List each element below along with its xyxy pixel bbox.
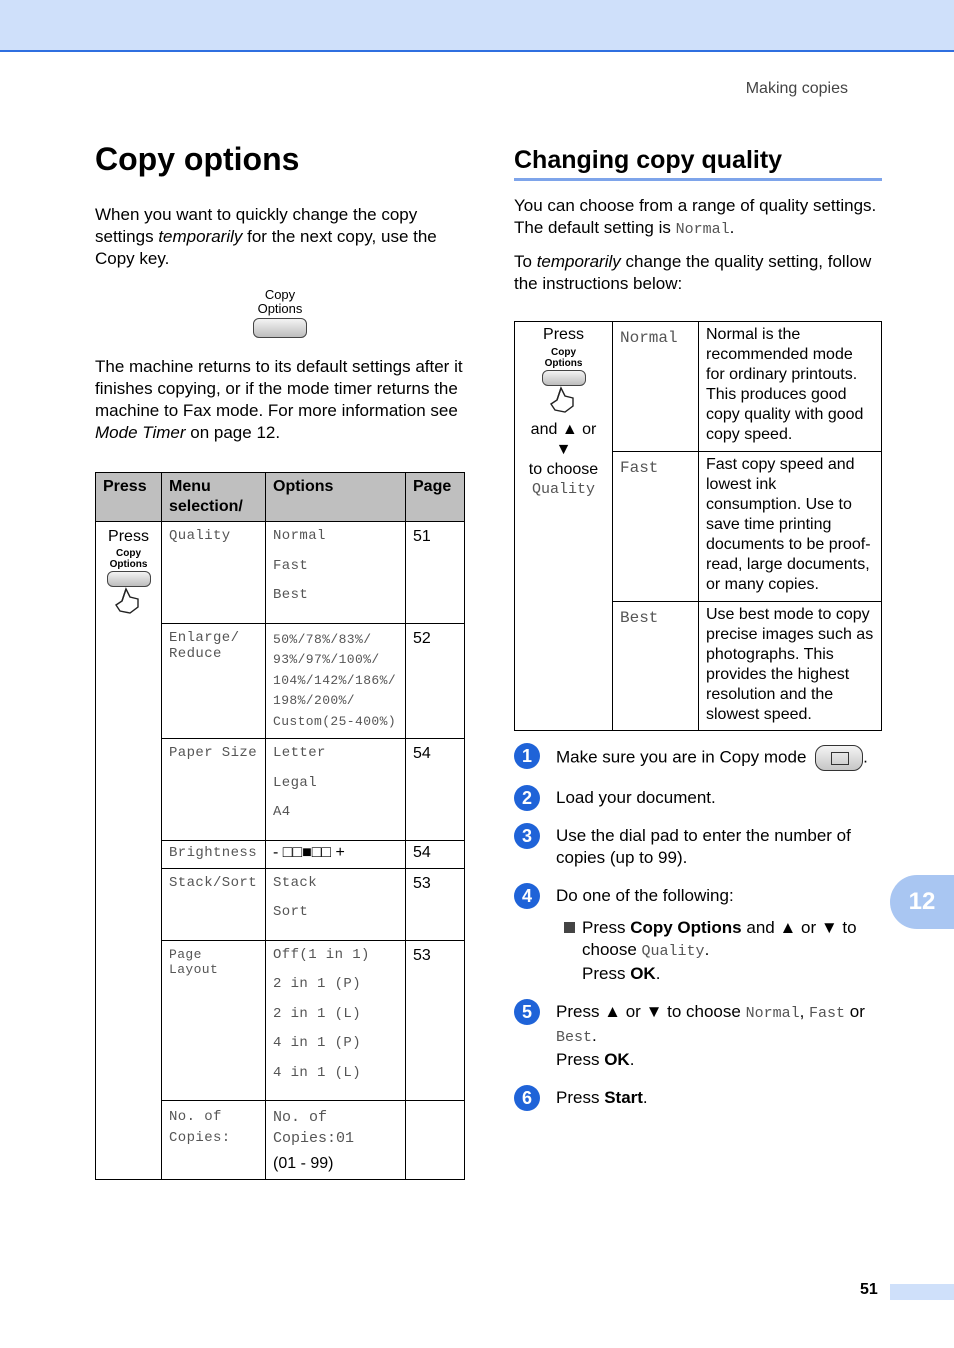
copy-options-press-icon: Copy Options bbox=[103, 548, 154, 617]
step-2: 2 Load your document. bbox=[514, 787, 882, 809]
menu-quality: Quality bbox=[162, 522, 266, 624]
page-no-of-copies bbox=[406, 1101, 465, 1180]
top-band bbox=[0, 0, 954, 52]
table-row bbox=[515, 322, 882, 452]
col-header-press: Press bbox=[96, 473, 162, 522]
options-no-of-copies: No. of Copies:01 (01 - 99) bbox=[266, 1101, 406, 1180]
quality-intro-paragraph: You can choose from a range of quality settings. The default setting is Normal. bbox=[514, 196, 877, 238]
options-enlarge-reduce: 50%/78%/83%/ 93%/97%/100%/ 104%/142%/186%/ 198%/200%/ Custom(25-400%) bbox=[266, 623, 406, 739]
quality-desc-fast: Fast copy speed and lowest ink consumption. Use to save time printing documents to be proof-read, large documents, or many copies. bbox=[699, 452, 882, 602]
page-quality: 51 bbox=[406, 522, 465, 624]
quality-mode-best: Best bbox=[613, 602, 699, 731]
page-paper-size: 54 bbox=[406, 739, 465, 841]
menu-paper-size: Paper Size bbox=[162, 739, 266, 841]
default-settings-paragraph: The machine returns to its default settings after it finishes copying, or if the mode timer returns the machine to Fax mode. For more information see Mode Timer on page 12. bbox=[95, 357, 463, 443]
page-brightness: 54 bbox=[406, 840, 465, 868]
quality-table bbox=[514, 321, 882, 731]
step-3: 3 Use the dial pad to enter the number of copies (up to 99). bbox=[514, 825, 882, 869]
col-header-menu: Menu selection/ bbox=[162, 473, 266, 522]
press-label: Press bbox=[108, 528, 149, 546]
options-quality: Normal Fast Best bbox=[266, 522, 406, 624]
quality-temporary-paragraph: To temporarily change the quality setting, follow the instructions below: bbox=[514, 252, 872, 293]
hand-pointer-icon bbox=[547, 386, 581, 416]
step-4: 4 Do one of the following: Press Copy Options and ▲ or ▼ to choose Quality. Press OK. bbox=[514, 885, 882, 985]
options-page-layout: Off(1 in 1) 2 in 1 (P) 2 in 1 (L) 4 in 1 (P) 4 in 1 (L) bbox=[266, 940, 406, 1101]
menu-page-layout: Page Layout bbox=[162, 940, 266, 1101]
table-row bbox=[96, 522, 465, 624]
step-5: 5 Press ▲ or ▼ to choose Normal, Fast or Best. Press OK. bbox=[514, 1001, 882, 1071]
square-bullet-icon bbox=[564, 922, 575, 933]
menu-enlarge-reduce: Enlarge/ Reduce bbox=[162, 623, 266, 739]
options-brightness: - □□■□□ + bbox=[266, 840, 406, 868]
col-header-options: Options bbox=[266, 473, 406, 522]
step-1: 1 Make sure you are in Copy mode . bbox=[514, 745, 882, 771]
quality-desc-normal: Normal is the recommended mode for ordinary printouts. This produces good copy quality with good copy speed. bbox=[699, 322, 882, 452]
page-stack-sort: 53 bbox=[406, 868, 465, 940]
left-column bbox=[95, 140, 465, 1180]
table-header-row bbox=[96, 473, 465, 522]
running-header: Making copies bbox=[745, 80, 848, 97]
step-6: 6 Press Start. bbox=[514, 1087, 882, 1109]
options-stack-sort: Stack Sort bbox=[266, 868, 406, 940]
hand-pointer-icon bbox=[112, 587, 146, 617]
copy-mode-key-icon bbox=[815, 745, 863, 771]
section-title: Copy options bbox=[95, 141, 300, 177]
section-subtitle: Changing copy quality bbox=[514, 145, 882, 181]
options-paper-size: Letter Legal A4 bbox=[266, 739, 406, 841]
quality-mode-normal: Normal bbox=[613, 322, 699, 452]
page-page-layout: 53 bbox=[406, 940, 465, 1101]
col-header-page: Page bbox=[406, 473, 465, 522]
page-number: 51 bbox=[860, 1281, 878, 1298]
copy-options-key-icon: Copy Options bbox=[95, 288, 465, 338]
quality-desc-best: Use best mode to copy precise images such as photographs. This provides the highest resolution and the slowest speed. bbox=[699, 602, 882, 731]
press-cell bbox=[96, 522, 162, 1180]
intro-paragraph: When you want to quickly change the copy settings temporarily for the next copy, use the Copy key. bbox=[95, 205, 437, 269]
page-enlarge-reduce: 52 bbox=[406, 623, 465, 739]
step-4-option: Press Copy Options and ▲ or ▼ to choose Quality. Press OK. bbox=[556, 917, 882, 985]
copy-options-table bbox=[95, 472, 465, 1180]
menu-brightness: Brightness bbox=[162, 840, 266, 868]
quality-mode-fast: Fast bbox=[613, 452, 699, 602]
chapter-tab: 12 bbox=[890, 875, 954, 929]
copy-options-press-icon: Copy Options bbox=[522, 347, 605, 416]
right-column bbox=[514, 145, 882, 1125]
quality-press-cell: Press Copy Options and ▲ or ▼ to choose Quality bbox=[515, 322, 613, 731]
page-bar bbox=[890, 1284, 954, 1300]
menu-stack-sort: Stack/Sort bbox=[162, 868, 266, 940]
steps-list bbox=[514, 745, 882, 1109]
menu-no-of-copies: No. of Copies: bbox=[162, 1101, 266, 1180]
